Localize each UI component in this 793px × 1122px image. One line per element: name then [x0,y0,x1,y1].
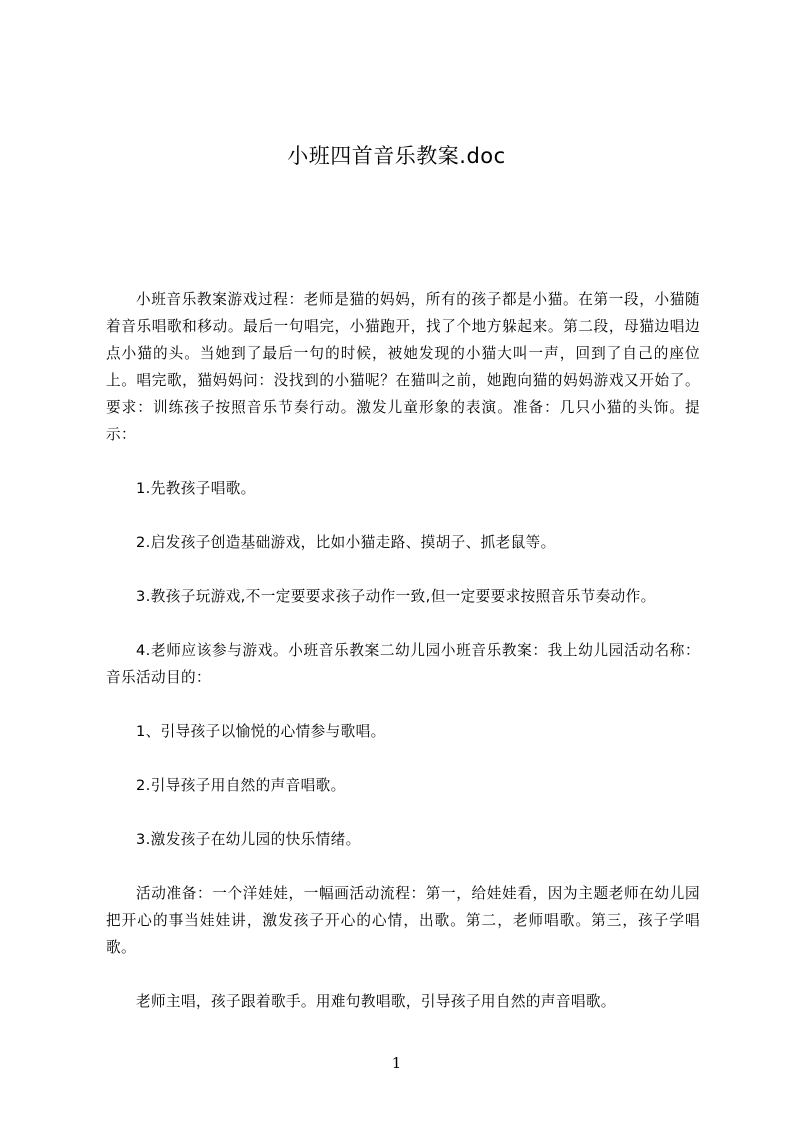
paragraph-teacher-sings: 老师主唱，孩子跟着歌手。用难句教唱歌，引导孩子用自然的声音唱歌。 [136,993,616,1010]
list-item: 3.激发孩子在幼儿园的快乐情绪。 [136,831,361,848]
page-number: 1 [391,1054,402,1072]
list-item: 2.引导孩子用自然的声音唱歌。 [136,777,346,794]
list-item: 1.先教孩子唱歌。 [136,480,256,497]
list-item: 2.启发孩子创造基础游戏，比如小猫走路、摸胡子、抓老鼠等。 [136,534,556,551]
list-item: 3.教孩子玩游戏,不一定要要求孩子动作一致,但一定要要求按照音乐节奏动作。 [136,588,656,605]
paragraph-activity-prep: 活动准备：一个洋娃娃，一幅画活动流程：第一，给娃娃看，因为主题老师在幼儿园把开心的事当娃娃讲，激发孩子开心的心情，出歌。第二，老师唱歌。第三，孩子学唱歌。 [106,885,700,956]
paragraph-game-process: 小班音乐教案游戏过程：老师是猫的妈妈，所有的孩子都是小猫。在第一段，小猫随着音乐唱歌和移动。最后一句唱完，小猫跑开，找了个地方躲起来。第二段，母猫边唱边点小猫的头。当她到了最后一句的时候，被她发现的小猫大叫一声，回到了自己的座位上。唱完歌，猫妈妈问：没找到的小猫呢？在猫叫之前，她跑向猫的妈妈游戏又开始了。要求：训练孩子按照音乐节奏行动。激发儿童形象的表演。准备：几只小猫的头饰。提示： [106,291,700,443]
list-item: 1、引导孩子以愉悦的心情参与歌唱。 [136,723,386,740]
document-body [106,286,700,1042]
paragraph-lesson-two-intro: 4.老师应该参与游戏。小班音乐教案二幼儿园小班音乐教案：我上幼儿园活动名称：音乐活动目的： [106,642,700,686]
document-title: 小班四首音乐教案.doc [287,144,506,168]
